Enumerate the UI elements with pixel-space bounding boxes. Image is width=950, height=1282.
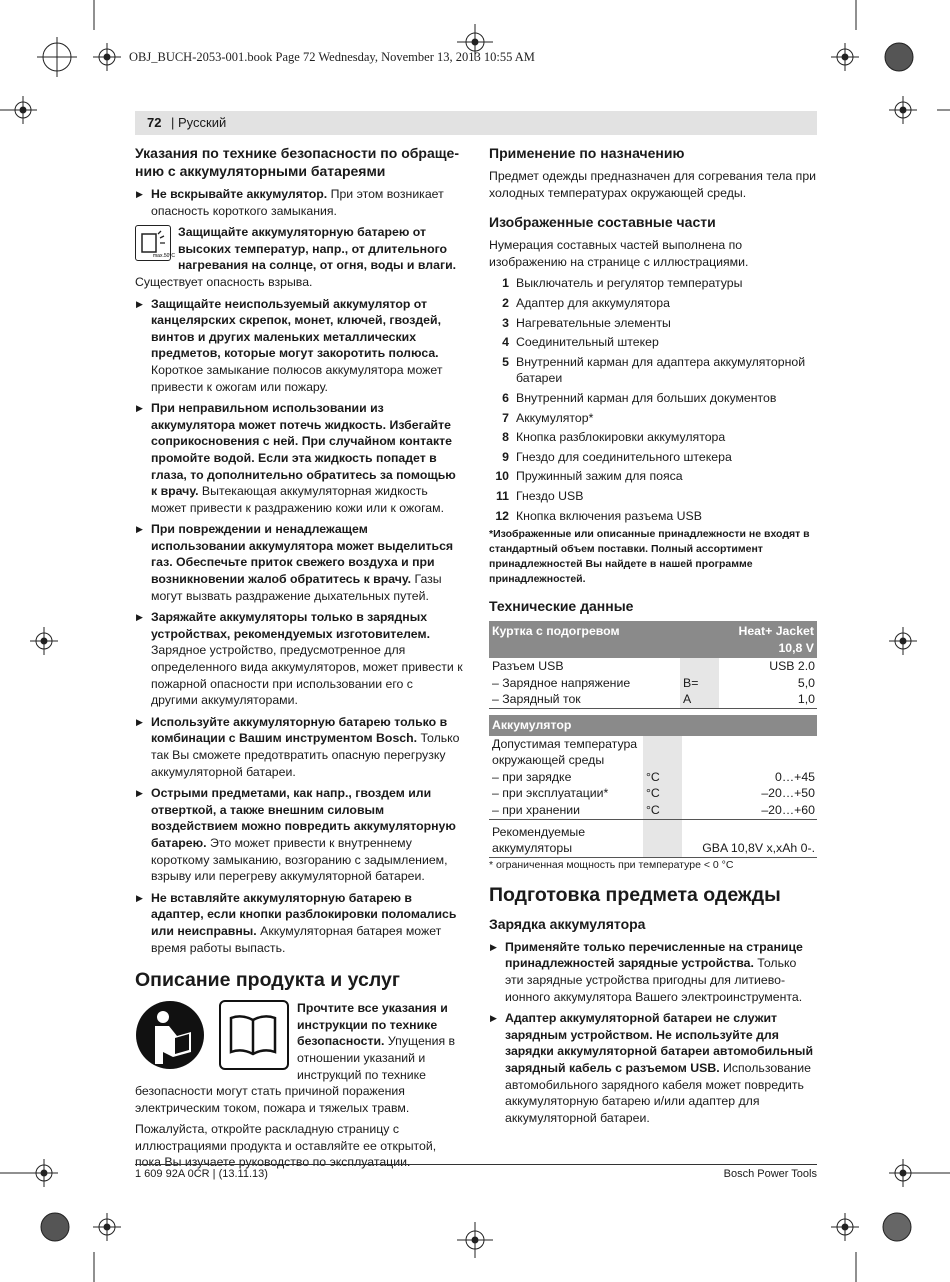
safety-item: ▶ Не вскрывайте аккумулятор. При этом возникает опасность короткого замыкания.: [135, 186, 463, 219]
spec-row: – Зарядный ток A 1,0: [492, 692, 815, 707]
book-header: OBJ_BUCH-2053-001.book Page 72 Wednesday, November 13, 2013 10:55 AM: [129, 50, 535, 64]
part-item: 3 Нагревательные элементы: [502, 315, 671, 330]
reader-icon: [135, 1000, 205, 1070]
safety-item: ▶ Используйте аккумуляторную батарею только в комбинации с Вашим инструментом Bosch. Только так Вы сможете предотвратить опасную перегрузку аккумуляторной батареи.: [135, 714, 463, 780]
use-text: Предмет одежды предназначен для согревания тела при холодных температурах окружающей среды.: [489, 169, 817, 200]
parts-footnote: *Изображенные или описанные принадлежности не входят в стандартный объем поставки. Полный ассортимент принадлежностей Вы найдете в нашей программе принадлежностей.: [489, 528, 810, 586]
part-item: 9 Гнездо для соединительного штекера: [502, 449, 732, 464]
tech-table-battery: Аккумулятор Допустимая температура окружающей среды – при зарядке °C 0…+45 – при эксплуатации* °C –20…+50 – при хранении °C –20…+60 Рекомендуемые аккумуляторы GBA 10,8V x,xAh 0-.: [489, 715, 817, 857]
part-item: 6 Внутренний карман для больших документов: [502, 390, 777, 405]
part-item: 4 Соединительный штекер: [502, 335, 659, 350]
spec-row: Допустимая температура окружающей среды: [489, 736, 817, 769]
table-footnote: * ограниченная мощность при температуре < 0 °C: [489, 857, 817, 873]
manual-book-icon: [219, 1000, 289, 1070]
parts-list: [489, 275, 817, 524]
spec-row: – при хранении °C –20…+60: [489, 802, 817, 819]
footer-code: 1 609 92A 0CR | (13.11.13): [135, 1168, 268, 1180]
registration-mark: [37, 37, 77, 77]
safety-icons: [135, 1000, 289, 1070]
prep-title: Подготовка предмета одежды: [489, 883, 781, 906]
part-item: 2 Адаптер для аккумулятора: [502, 295, 670, 310]
spec-row: – при эксплуатации* °C –20…+50: [492, 786, 815, 801]
language-label: | Русский: [171, 115, 227, 130]
max-temp-icon: [135, 225, 176, 261]
part-item: 5 Внутренний карман для адаптера аккумуляторной батареи: [502, 354, 806, 386]
part-item: 10 Пружинный зажим для пояса: [495, 469, 683, 484]
use-title: Применение по назначению: [489, 145, 685, 161]
safety-item: ▶ При неправильном использовании из аккумулятора может потечь жидкость. Избегайте соприкосновения с ней. При случайном контакте промойте водой. Если эта жидкость попадет в глаза, то дополнительно обратитесь за помощью к врачу. Вытекающая аккумуляторная жидкость может привести к раздражению кожи или к ожогам.: [135, 400, 463, 516]
safety-item: ▶ При повреждении и ненадлежащем использовании аккумулятора может выделиться газ. Обеспечьте приток свежего воздуха и при возникновении жалоб обратитесь к врачу. Газы могут вызвать раздражение дыхательных путей.: [135, 521, 463, 604]
spec-row: – Зарядное напряжение B= 5,0: [492, 675, 815, 690]
footer-brand: Bosch Power Tools: [723, 1168, 817, 1180]
right-column: [489, 144, 817, 1131]
tech-title: Технические данные: [489, 598, 634, 615]
charge-title: Зарядка аккумулятора: [489, 915, 646, 932]
parts-intro: Нумерация составных частей выполнена по изображению на странице с иллюстрациями.: [489, 238, 749, 269]
product-title: Описание продукта и услуг: [135, 969, 400, 992]
charge-list: [489, 939, 817, 1127]
part-item: 7 Аккумулятор*: [502, 410, 594, 425]
safety-item: ▶ Не вставляйте аккумуляторную батарею в адаптер, если кнопки разблокировки поломались или неисправны. Аккумуляторная батарея может время работы выпасть.: [135, 890, 463, 956]
parts-title: Изображенные составные части: [489, 214, 716, 231]
left-column: [135, 144, 463, 1176]
page-footer: [135, 1164, 817, 1180]
part-item: 11 Гнездо USB: [496, 488, 584, 503]
safety-title: Указания по технике безопасности по обраще-нию с аккумуляторными батареями: [135, 145, 459, 179]
unfold-note: Пожалуйста, откройте раскладную страницу с иллюстрациями продукта и оставляйте ее открытой, пока Вы изучаете руководство по эксплуатации.: [135, 1122, 437, 1170]
page-header: [135, 111, 817, 135]
charge-item: ▶ Применяйте только перечисленные на странице принадлежностей зарядные устройства. Только эти зарядные устройства пригодны для литиево-ионного аккумулятора Вашего электроинструмента.: [489, 939, 817, 1005]
charge-item: ▶ Адаптер аккумуляторной батареи не служит зарядным устройством. Не используйте для зарядки аккумуляторной батареи автомобильный зарядный кабель с разъемом USB. Использование автомобильного зарядного кабеля может повредить аккумуляторную батарею и/или адаптер для аккумуляторной батареи.: [489, 1010, 817, 1126]
tech-table-jacket: Куртка с подогревом Heat+ Jacket 10,8 V Разъем USB USB 2.0 – Зарядное напряжение B= 5,0 – Зарядный ток A 1,0: [489, 621, 817, 708]
safety-item: ▶ Острыми предметами, как напр., гвоздем или отверткой, а также внешним силовым воздействием можно повредить аккумуляторную батарею. Это может привести к внутреннему короткому замыканию, возгоранию с задымлением, взрыву или перегреву аккумуляторной батареи.: [135, 785, 463, 885]
spec-row: – при зарядке °C 0…+45: [492, 769, 815, 784]
page-number: 72: [147, 115, 162, 130]
safety-item: max.50°C Защищайте аккумуляторную батарею от высоких температур, напр., от длительного нагревания на солнце, от огня, воды и влаги. Существует опасность взрыва.: [135, 225, 457, 289]
safety-item: ▶ Защищайте неиспользуемый аккумулятор от канцелярских скрепок, монет, ключей, гвоздей, винтов и других маленьких металлических предметов, которые могут закоротить полюса. Короткое замыкание полюсов аккумулятора может привести к ожогам или пожару.: [135, 296, 463, 396]
safety-list: [135, 186, 463, 956]
safety-item: ▶ Заряжайте аккумуляторы только в зарядных устройствах, рекомендуемых изготовителем. Зарядное устройство, предусмотренное для определенного вида аккумуляторов, может привести к пожарной опасности при использовании его с другими аккумуляторами.: [135, 609, 463, 709]
part-item: 8 Кнопка разблокировки аккумулятора: [502, 430, 726, 445]
svg-text:max.50°C: max.50°C: [153, 253, 176, 260]
spec-row: Разъем USB USB 2.0: [492, 659, 815, 674]
part-item: 12 Кнопка включения разъема USB: [495, 508, 702, 523]
read-instructions-block: Прочтите все указания и инструкции по технике безопасности. Упущения в отношении указаний и инструкций по технике безопасности могут стать причиной поражения электрическим током, пожара и тяжелых травм.: [135, 1001, 456, 1115]
part-item: 1 Выключатель и регулятор температуры: [502, 276, 743, 291]
